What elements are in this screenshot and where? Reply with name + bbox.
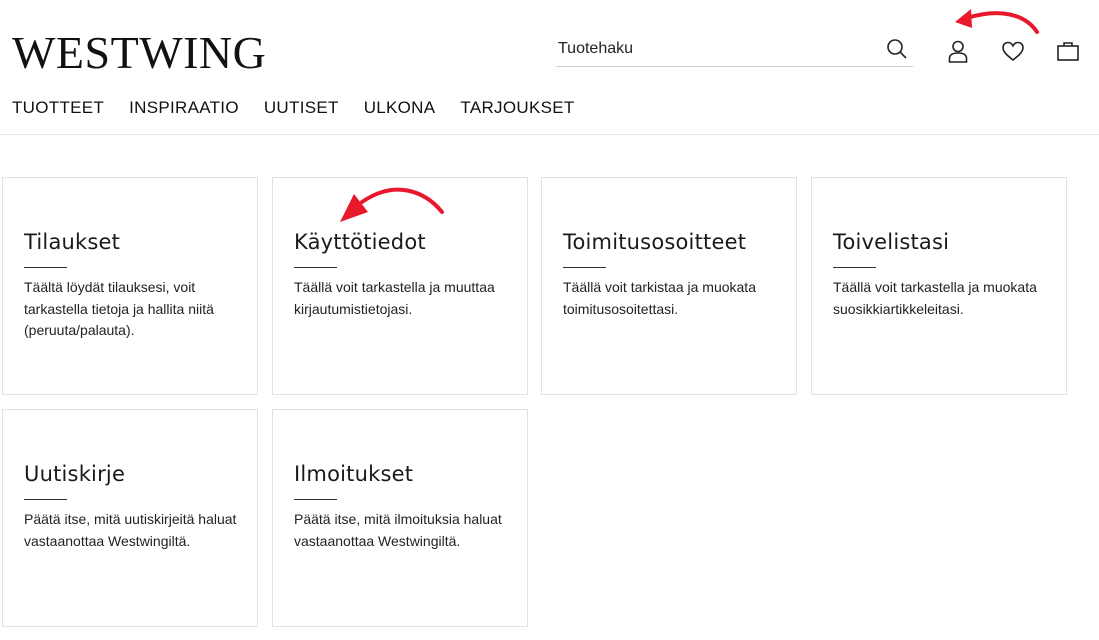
card-title: Ilmoitukset <box>294 462 414 486</box>
nav-item-tarjoukset[interactable]: TARJOUKSET <box>460 98 575 117</box>
card-description: Täällä voit tarkistaa ja muokata toimitusosoitettasi. <box>563 279 756 317</box>
westwing-logo[interactable]: WESTWING <box>12 27 267 78</box>
heart-icon[interactable] <box>1000 38 1026 64</box>
card-title: Toimitusosoitteet <box>563 230 747 254</box>
card-title: Käyttötiedot <box>294 230 426 254</box>
card-rule <box>563 267 606 268</box>
card-title: Tilaukset <box>24 230 121 254</box>
card-rule <box>294 499 337 500</box>
search-icon[interactable] <box>885 37 909 61</box>
user-icon[interactable] <box>945 38 971 64</box>
card-tilaukset[interactable] <box>2 177 258 395</box>
card-toivelistasi[interactable] <box>811 177 1067 395</box>
search-bar <box>556 34 913 67</box>
card-uutiskirje[interactable] <box>2 409 258 627</box>
card-title: Uutiskirje <box>24 462 126 486</box>
card-toimitusosoitteet[interactable] <box>541 177 797 395</box>
card-kayttotiedot[interactable] <box>272 177 528 395</box>
card-description: Täällä voit tarkastella ja muuttaa kirjautumistietojasi. <box>294 279 495 317</box>
bag-icon[interactable] <box>1055 38 1081 64</box>
card-rule <box>24 499 67 500</box>
header-divider <box>0 134 1099 135</box>
nav-item-ulkona[interactable]: ULKONA <box>363 98 436 117</box>
search-input[interactable] <box>558 36 868 62</box>
card-ilmoitukset[interactable] <box>272 409 528 627</box>
card-description: Päätä itse, mitä ilmoituksia haluat vastaanottaa Westwingiltä. <box>294 511 502 549</box>
card-description: Täällä voit tarkastella ja muokata suosikkiartikkeleitasi. <box>833 279 1037 317</box>
card-title: Toivelistasi <box>833 230 950 254</box>
card-rule <box>294 267 337 268</box>
main-nav <box>12 98 600 118</box>
nav-item-tuotteet[interactable]: TUOTTEET <box>12 98 105 117</box>
card-description: Täältä löydät tilauksesi, voit tarkastella tietoja ja hallita niitä (peruuta/palauta). <box>24 279 214 338</box>
nav-item-inspiraatio[interactable]: INSPIRAATIO <box>129 98 239 117</box>
nav-item-uutiset[interactable]: UUTISET <box>263 98 339 117</box>
card-description: Päätä itse, mitä uutiskirjeitä haluat vastaanottaa Westwingiltä. <box>24 511 237 549</box>
card-rule <box>24 267 67 268</box>
card-rule <box>833 267 876 268</box>
